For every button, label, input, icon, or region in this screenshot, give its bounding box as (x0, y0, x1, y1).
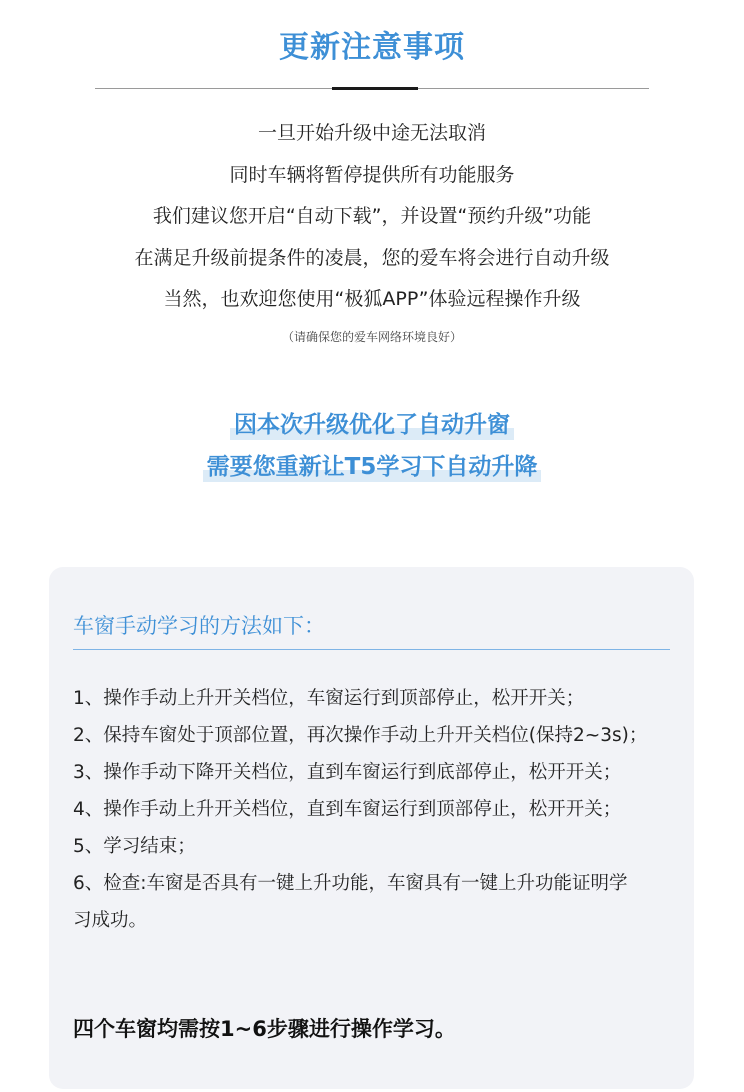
notice-line: 在满足升级前提条件的凌晨，您的爱车将会进行自动升级 (134, 246, 610, 269)
page-title: 更新注意事项 (279, 30, 465, 65)
learning-method-card (49, 567, 694, 1089)
highlight-text (0, 410, 744, 494)
step-list (73, 680, 673, 939)
step-item: 6、检查:车窗是否具有一键上升功能，车窗具有一键上升功能证明学 (73, 873, 628, 894)
card-footer-note: 四个车窗均需按1~6步骤进行操作学习。 (73, 1017, 456, 1041)
notice-line: 一旦开始升级中途无法取消 (257, 122, 486, 144)
title-divider-accent (332, 87, 418, 90)
notice-line: 我们建议您开启“自动下载”，并设置“预约升级”功能 (152, 205, 592, 227)
step-item: 5、学习结束； (73, 836, 196, 857)
card-divider (73, 649, 670, 650)
card-title: 车窗手动学习的方法如下： (73, 614, 325, 638)
notice-line: 当然，也欢迎您使用“极狐APP”体验远程操作升级 (163, 288, 581, 310)
notice-text (0, 113, 744, 321)
step-item: 1、操作手动上升开关档位，车窗运行到顶部停止，松开开关； (73, 688, 585, 709)
step-item: 4、操作手动上升开关档位，直到车窗运行到顶部停止，松开开关； (73, 799, 622, 820)
step-item: 2、保持车窗处于顶部位置，再次操作手动上升开关档位(保持2~3s)； (73, 725, 648, 746)
step-item: 习成功。 (73, 910, 148, 931)
highlight-line: 需要您重新让T5学习下自动升降 (203, 452, 542, 482)
network-note: （请确保您的爱车网络环境良好） (281, 330, 462, 344)
highlight-line: 因本次升级优化了自动升窗 (230, 410, 514, 440)
step-item: 3、操作手动下降开关档位，直到车窗运行到底部停止，松开开关； (73, 762, 622, 783)
notice-line: 同时车辆将暂停提供所有功能服务 (229, 163, 515, 186)
